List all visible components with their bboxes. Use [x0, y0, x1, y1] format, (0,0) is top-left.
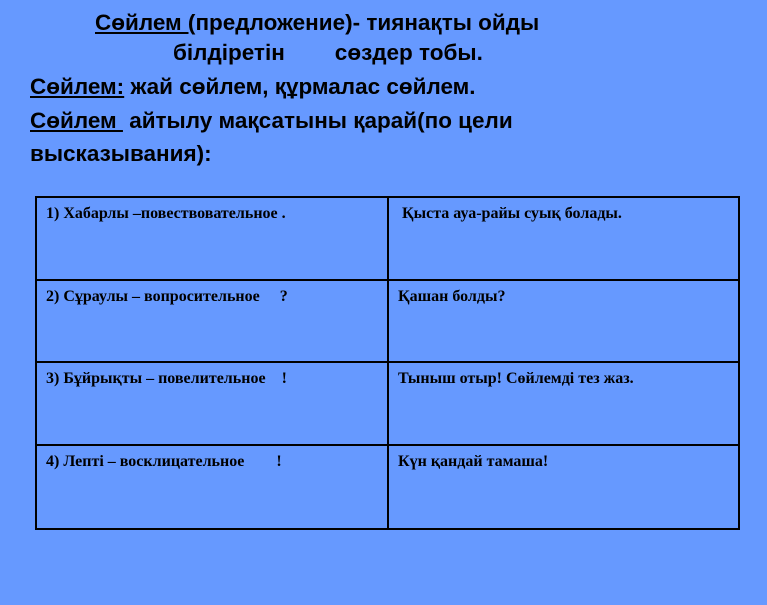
table-cell-example: Тыныш отыр! Сөйлемді тез жаз. [389, 363, 738, 446]
heading-line-4 [30, 106, 513, 136]
heading-line-2: білдіретін сөздер тобы. [173, 40, 483, 65]
heading-term-1: Сөйлем ( [95, 10, 196, 35]
table-cell-type: 3) Бұйрықты – повелительное ! [37, 363, 389, 446]
table-cell-example: Күн қандай тамаша! [398, 452, 549, 470]
table-cell-example: Қыста ауа-райы суық болады. [389, 198, 738, 281]
heading-line-1 [95, 8, 539, 38]
sentence-types-table [35, 196, 740, 530]
heading-term-4: Сөйлем [30, 108, 123, 133]
heading-line-5: высказывания): [30, 141, 212, 166]
heading-term-3: Сөйлем: [30, 74, 125, 99]
table-cell-example: Қашан болды? [389, 281, 738, 364]
heading-text-3: жай сөйлем, құрмалас сөйлем. [124, 74, 476, 99]
heading-line-3 [30, 72, 476, 102]
table-cell-type: 4) Лепті – восклицательное ! [37, 446, 389, 529]
heading-text-1: предложение)- тиянақты ойды [195, 10, 540, 35]
table-cell-type: 1) Хабарлы –повествовательное . [37, 198, 389, 281]
table-cell-type: 2) Сұраулы – вопросительное ? [37, 281, 389, 364]
heading-text-4: айтылу мақсатыны қарай(по цели [122, 108, 513, 133]
